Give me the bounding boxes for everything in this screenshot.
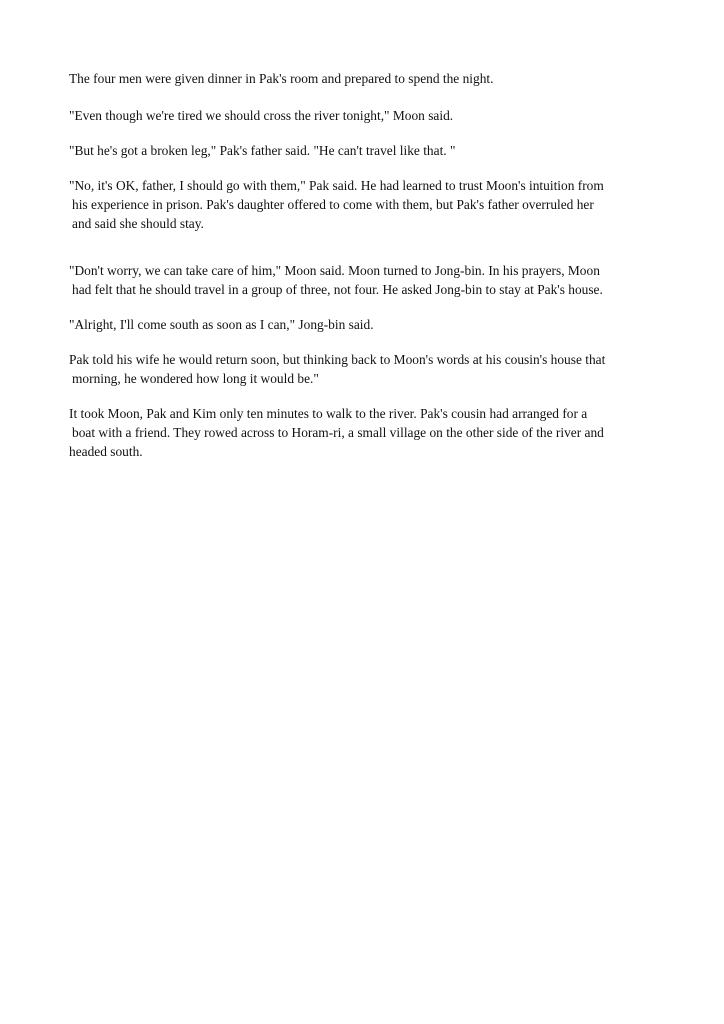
paragraph-line: headed south. xyxy=(69,444,143,459)
paragraph-5 xyxy=(69,261,669,299)
paragraph-7 xyxy=(69,350,669,388)
paragraph-1 xyxy=(69,69,669,88)
paragraph-line: "Don't worry, we can take care of him," Moon said. Moon turned to Jong-bin. In his prayers, Moon xyxy=(69,263,600,278)
document-body xyxy=(69,69,669,461)
paragraph-line: "But he's got a broken leg," Pak's father said. "He can't travel like that. " xyxy=(69,143,456,158)
paragraph-4 xyxy=(69,176,669,233)
paragraph-line: boat with a friend. They rowed across to Horam-ri, a small village on the other side of the river and xyxy=(72,425,604,440)
paragraph-8 xyxy=(69,404,669,461)
paragraph-2 xyxy=(69,106,669,125)
paragraph-line: and said she should stay. xyxy=(72,216,204,231)
paragraph-line: morning, he wondered how long it would be." xyxy=(72,371,319,386)
paragraph-line: It took Moon, Pak and Kim only ten minutes to walk to the river. Pak's cousin had arranged for a xyxy=(69,406,588,421)
paragraph-line: "Alright, I'll come south as soon as I can," Jong-bin said. xyxy=(69,317,374,332)
paragraph-line: had felt that he should travel in a group of three, not four. He asked Jong-bin to stay at Pak's house. xyxy=(72,282,603,297)
paragraph-6 xyxy=(69,315,669,334)
paragraph-line: "Even though we're tired we should cross the river tonight," Moon said. xyxy=(69,108,454,123)
paragraph-line: The four men were given dinner in Pak's room and prepared to spend the night. xyxy=(69,71,494,86)
paragraph-3 xyxy=(69,141,669,160)
paragraph-line: Pak told his wife he would return soon, but thinking back to Moon's words at his cousin's house that xyxy=(69,352,606,367)
paragraph-line: "No, it's OK, father, I should go with them," Pak said. He had learned to trust Moon's intuition from xyxy=(69,178,604,193)
paragraph-line: his experience in prison. Pak's daughter offered to come with them, but Pak's father overruled her xyxy=(72,197,594,212)
